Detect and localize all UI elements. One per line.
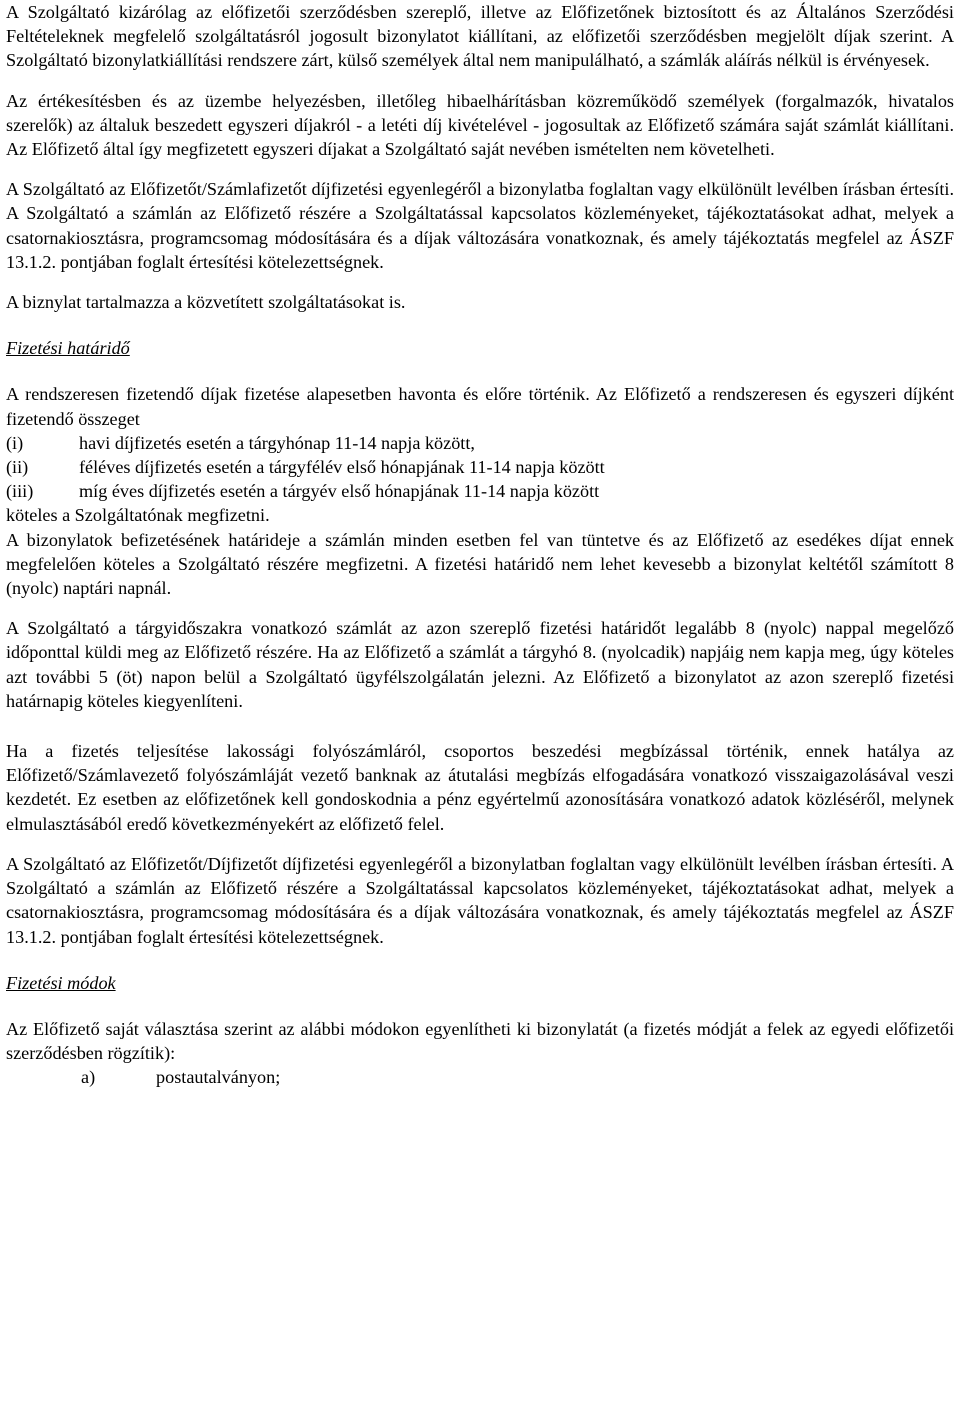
heading-payment-methods-text: Fizetési módok	[6, 972, 116, 993]
paragraph-balance-notice: A Szolgáltató az Előfizetőt/Díjfizetőt díjfizetési egyenlegéről a bizonylatban foglaltan vagy elkülönült levélben írásban értesíti. A Szolgáltató a számlán az Előfizető részére a Szolgáltatással kapcsolatos közleményeket, tájékoztatásokat adhat, melyek a csatornakiosztásra, programcsomag módosítására és a díjak változására vonatkoznak, és amely tájékoztatás megfelel az ÁSZF 13.1.2. pontjában foglalt értesítési kötelezettségnek.	[6, 853, 954, 947]
paragraph-one-time-fees: Az értékesítésben és az üzembe helyezésben, illetőleg hibaelhárításban közreműködő személyek (forgalmazók, hivatalos szerelők) az általuk beszedett egyszeri díjakról - a letéti díj kivételével - jogosultak az Előfizető számára saját számlát kiállítani. Az Előfizető által így megfizetett egyszeri díjakat a Szolgáltató saját nevében ismételten nem követelheti.	[6, 90, 954, 160]
list-item-marker: a)	[81, 1067, 96, 1088]
list-item-marker: (iii)	[6, 481, 34, 502]
paragraph-direct-debit: Ha a fizetés teljesítése lakossági folyószámláról, csoportos beszedési megbízással történik, ennek hatálya az Előfizető/Számlavezető folyószámláját vezető banknak az átutalási megbízás elfogadására vonatkozó visszaigazolásával veszi kezdetét. Ez esetben az előfizetőnek kell gondoskodnia a pénz egyértelmű azonosítására vonatkozó adatok közléséről, melynek elmulasztásából eredő következményekért az előfizető felel.	[6, 741, 954, 834]
list-item-text: míg éves díjfizetés esetén a tárgyév első hónapjának 11-14 napja között	[79, 481, 600, 502]
list-item	[6, 1065, 954, 1089]
paragraph-obligation: köteles a Szolgáltatónak megfizetni.	[6, 505, 270, 526]
heading-payment-deadline-text: Fizetési határidő	[6, 338, 130, 359]
heading-payment-deadline	[6, 336, 954, 360]
list-item-marker: (i)	[6, 432, 24, 453]
list-item-text: havi díjfizetés esetén a tárgyhónap 11-14 napja között,	[79, 432, 475, 453]
paragraph-regular-fees: A rendszeresen fizetendő díjak fizetése alapesetben havonta és előre történik. Az Előfizető a rendszeresen és egyszeri díjként fizetendő összeget	[6, 384, 954, 429]
list-item-text: postautalványon;	[156, 1067, 281, 1088]
paragraph-due-date: A bizonylatok befizetésének határideje a számlán minden esetben fel van tüntetve és az Előfizető az esedékes díjat ennek megfelelően köteles a Szolgáltató részére megfizetni. A fizetési határidő nem lehet kevesebb a bizonylat keltétől számított 8 (nyolc) naptári napnál.	[6, 529, 954, 599]
paragraph-payment-options: Az Előfizető saját választása szerint az alábbi módokon egyenlítheti ki bizonylatát (a fizetés módját a felek az egyedi előfizetői szerződésben rögzítik):	[6, 1018, 954, 1064]
deadline-list	[6, 431, 954, 504]
paragraph-invoicing-rules: A Szolgáltató kizárólag az előfizetői szerződésben szereplő, illetve az Előfizetőnek biztosított és az Általános Szerződési Feltételeknek megfelelő szolgáltatásról jogosult bizonylatot kiállítani, az előfizetői szerződésben megjelölt díjak szerint. A Szolgáltató bizonylatkiállítási rendszere zárt, külső személyek által nem manipulálható, a számlák aláírás nélkül is érvényesek.	[6, 2, 954, 71]
list-item	[6, 479, 954, 503]
list-item	[6, 431, 954, 455]
paragraph-mediated-services: A biznylat tartalmazza a közvetített szolgáltatásokat is.	[6, 292, 406, 313]
list-item-marker: (ii)	[6, 457, 29, 478]
list-item-text: féléves díjfizetés esetén a tárgyfélév első hónapjának 11-14 napja között	[79, 457, 605, 478]
list-item	[6, 455, 954, 479]
payment-method-list	[6, 1065, 954, 1089]
heading-payment-methods	[6, 971, 954, 995]
paragraph-invoice-delivery: A Szolgáltató a tárgyidőszakra vonatkozó számlát az azon szereplő fizetési határidőt legalább 8 (nyolc) nappal megelőző időponttal küldi meg az Előfizető részére. Ha az Előfizető a számlát a tárgyhó 8. (nyolcadik) napjáig nem kapja meg, úgy köteles azt további 5 (öt) napon belül a Szolgáltató ügyfélszolgálatán jelezni. Az Előfizető a bizonylatot az azon szereplő fizetési határnapig köteles kiegyenlíteni.	[6, 618, 954, 711]
paragraph-balance-notification: A Szolgáltató az Előfizetőt/Számlafizetőt díjfizetési egyenlegéről a bizonylatba foglaltan vagy elkülönült levélben írásban értesíti. A Szolgáltató a számlán az Előfizető részére a Szolgáltatással kapcsolatos közleményeket, tájékoztatásokat adhat, melyek a csatornakiosztásra, programcsomag módosítására és a díjak változására vonatkoznak, és amely tájékoztatás megfelel az ÁSZF 13.1.2. pontjában foglalt értesítési kötelezettségnek.	[6, 179, 954, 272]
